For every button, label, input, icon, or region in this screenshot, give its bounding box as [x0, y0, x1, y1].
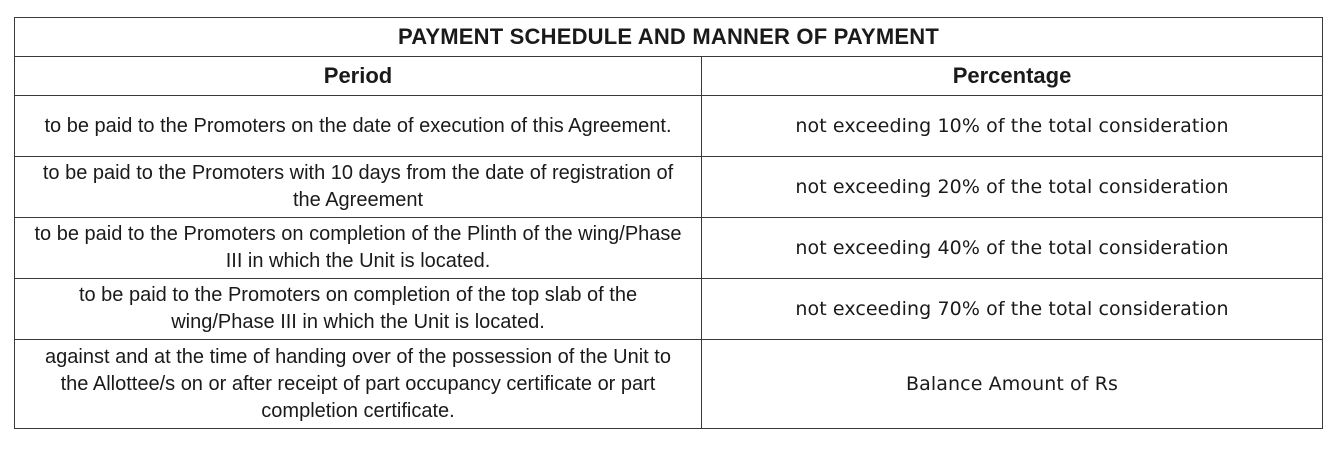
- percentage-cell: Balance Amount of Rs: [702, 340, 1323, 429]
- table-row: [15, 218, 1323, 279]
- payment-schedule-document: [14, 17, 1322, 429]
- percentage-cell: not exceeding 20% of the total consideration: [702, 157, 1323, 218]
- table-row: [15, 96, 1323, 157]
- table-row: [15, 157, 1323, 218]
- percentage-header: Percentage: [702, 57, 1323, 96]
- period-cell: to be paid to the Promoters on the date of execution of this Agreement.: [15, 96, 702, 157]
- period-cell: against and at the time of handing over of the possession of the Unit to the Allottee/s on or after receipt of part occupancy certificate or part completion certificate.: [15, 340, 702, 429]
- period-cell: to be paid to the Promoters with 10 days from the date of registration of the Agreement: [15, 157, 702, 218]
- table-row: [15, 340, 1323, 429]
- period-cell: to be paid to the Promoters on completion of the Plinth of the wing/Phase III in which the Unit is located.: [15, 218, 702, 279]
- percentage-cell: not exceeding 40% of the total consideration: [702, 218, 1323, 279]
- table-row: [15, 279, 1323, 340]
- period-header: Period: [15, 57, 702, 96]
- payment-schedule-table: [14, 17, 1323, 429]
- table-title: PAYMENT SCHEDULE AND MANNER OF PAYMENT: [15, 18, 1323, 57]
- percentage-cell: not exceeding 70% of the total consideration: [702, 279, 1323, 340]
- title-row: [15, 18, 1323, 57]
- percentage-cell: not exceeding 10% of the total consideration: [702, 96, 1323, 157]
- period-cell: to be paid to the Promoters on completion of the top slab of the wing/Phase III in which the Unit is located.: [15, 279, 702, 340]
- header-row: [15, 57, 1323, 96]
